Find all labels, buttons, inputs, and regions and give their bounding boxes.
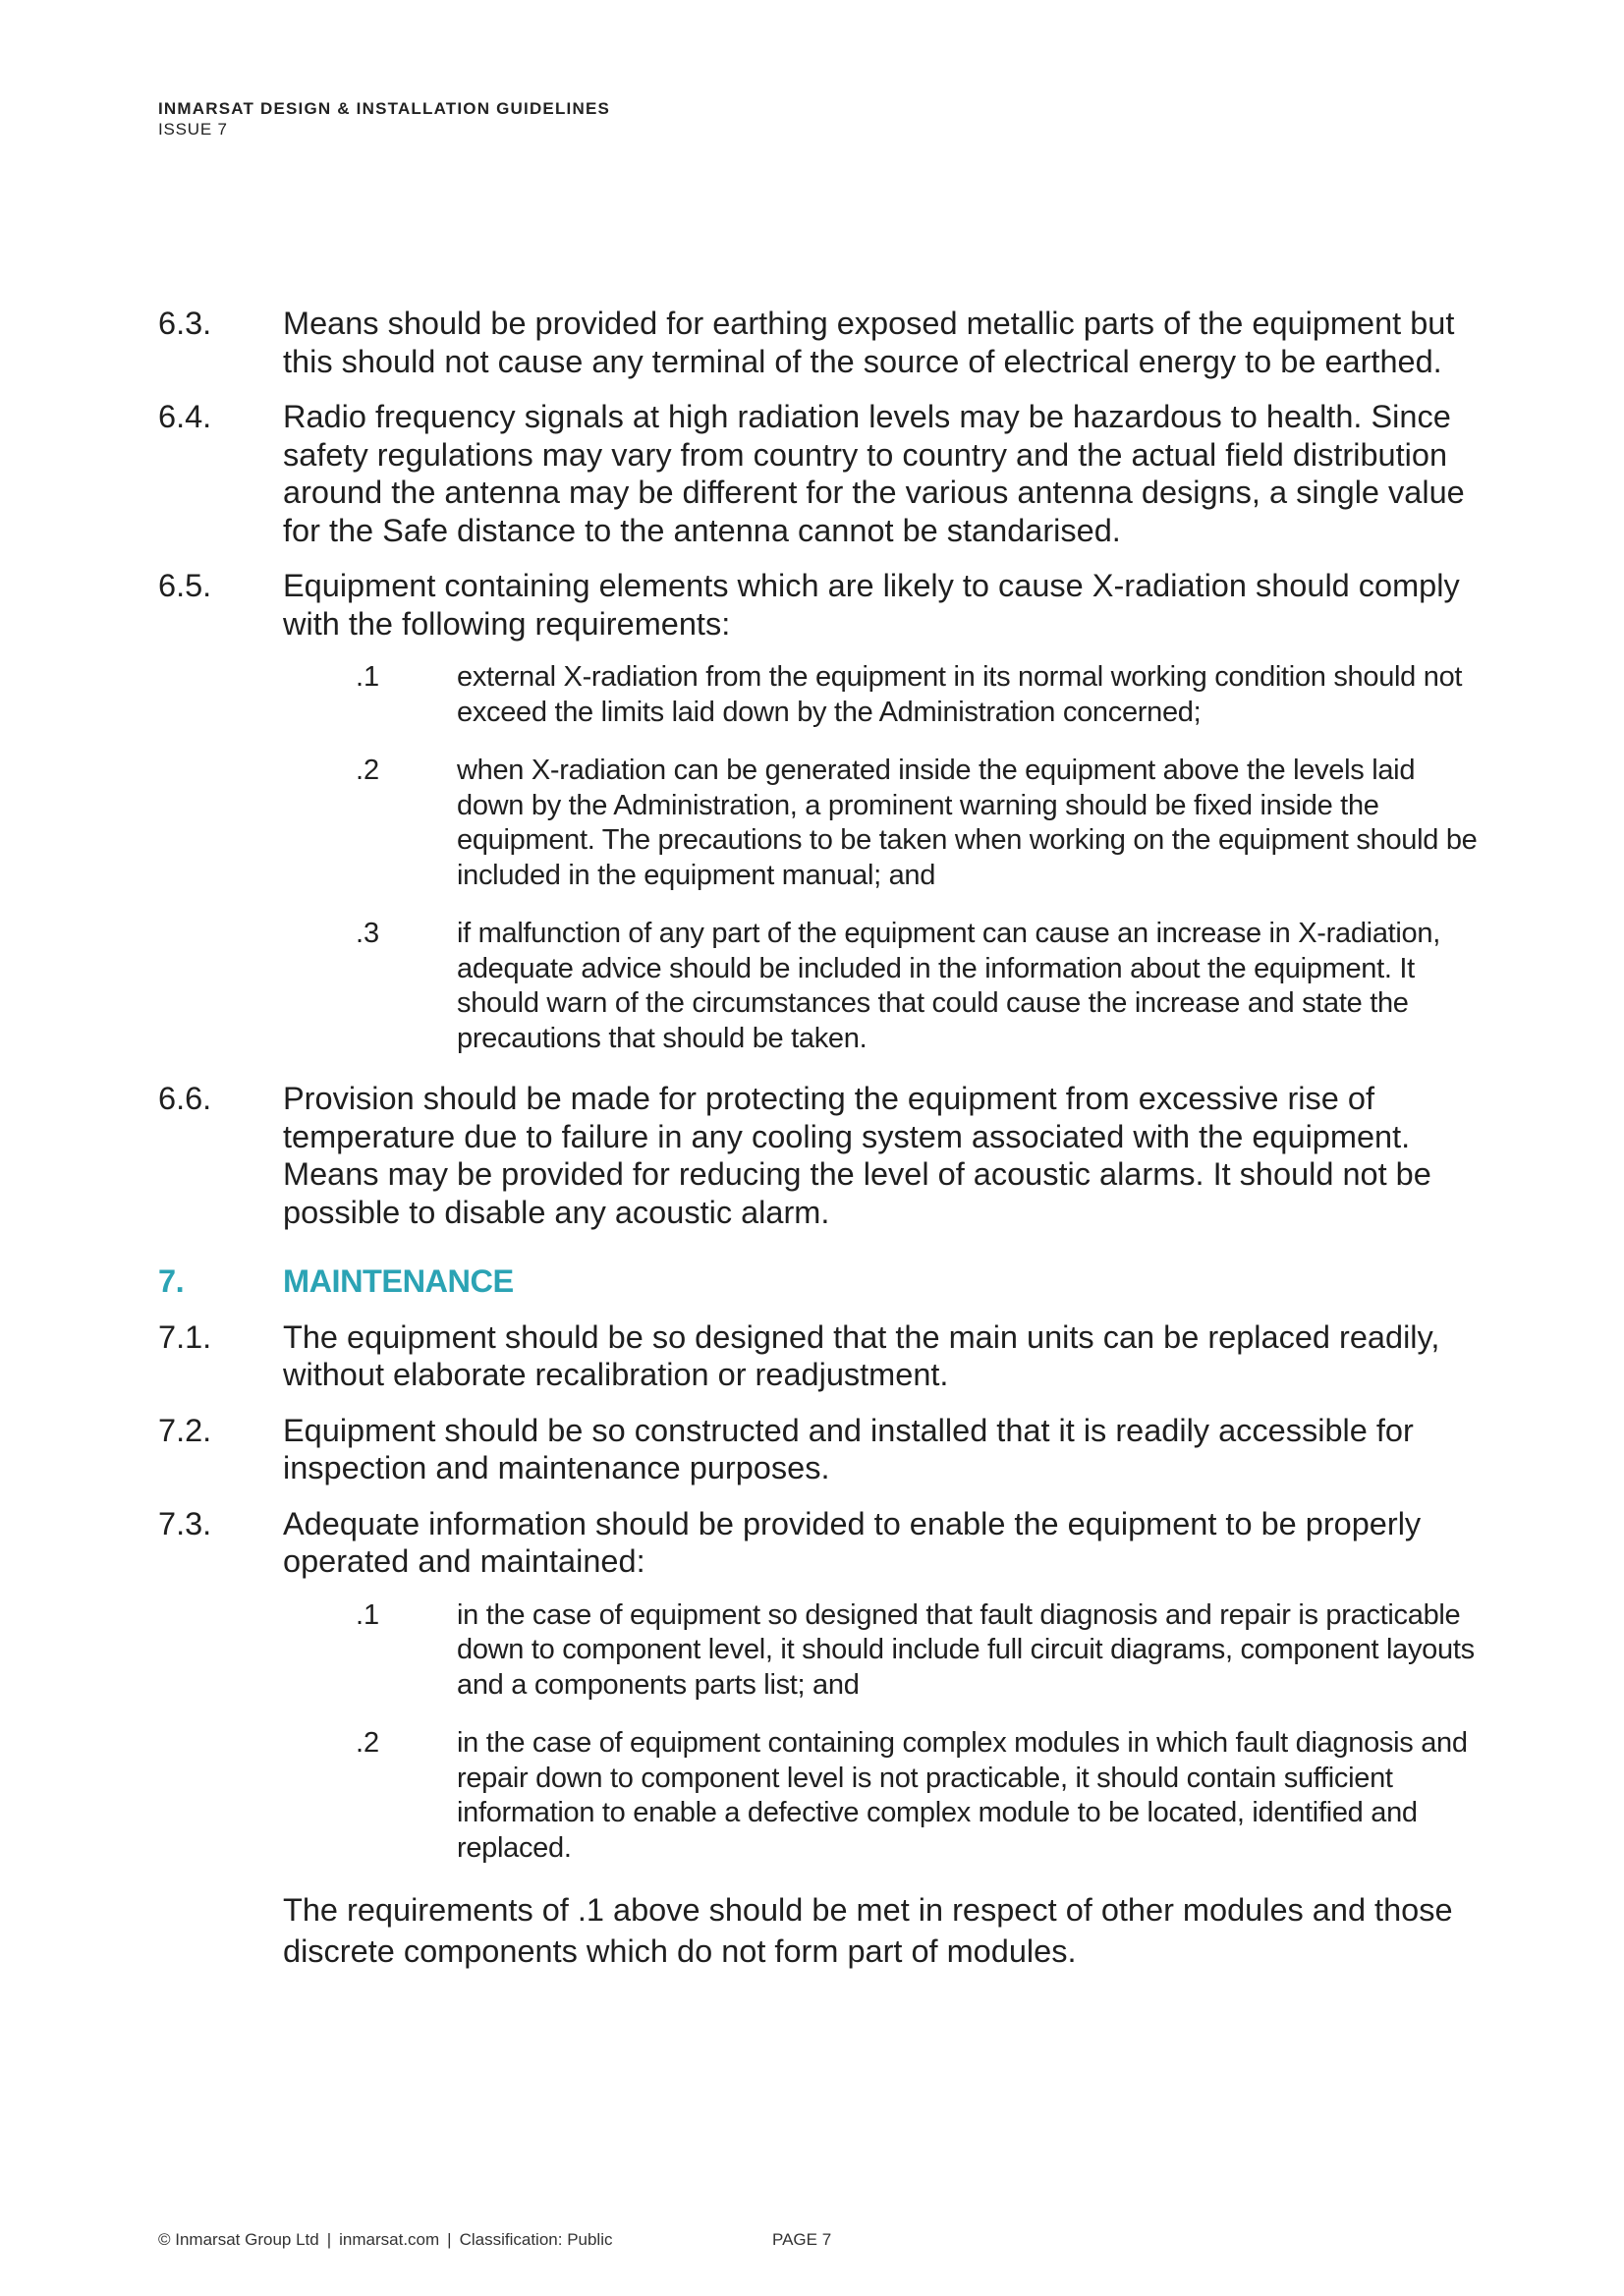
section-number: 7. [158, 1263, 185, 1299]
page-number: PAGE 7 [772, 2230, 832, 2249]
clause-text: The equipment should be so designed that the main units can be replaced readily, without elaborate recalibration or readjustment. [283, 1318, 1440, 1392]
clause-6-6 [158, 1080, 1484, 1231]
clause-6-5-list [354, 660, 1484, 1056]
list-item [354, 660, 1484, 730]
clause-text: Means should be provided for earthing exposed metallic parts of the equipment but this should not cause any terminal of the source of electrical energy to be earthed. [283, 306, 1455, 379]
document-issue: ISSUE 7 [158, 120, 228, 139]
clause-6-5 [158, 567, 1484, 643]
closing-paragraph: The requirements of .1 above should be met in respect of other modules and those discrete components which do not form part of modules. [283, 1892, 1453, 1969]
footer-copyright: © Inmarsat Group Ltd [158, 2230, 319, 2249]
document-title: INMARSAT DESIGN & INSTALLATION GUIDELINES [158, 99, 611, 118]
clause-7-3-list [354, 1598, 1484, 1867]
footer-website-link[interactable]: inmarsat.com [339, 2230, 440, 2249]
list-item-text: in the case of equipment containing complex modules in which fault diagnosis and repair down to component level is not practicable, it should contain sufficient information to enable a defective complex module to be located, identified and replaced. [457, 1727, 1468, 1864]
clause-number: 7.2. [158, 1412, 212, 1448]
clause-text: Equipment should be so constructed and installed that it is readily accessible for inspection and maintenance purposes. [283, 1412, 1414, 1485]
list-item-number: .1 [356, 1598, 380, 1631]
clause-number: 6.3. [158, 306, 212, 341]
list-item-text: in the case of equipment so designed that fault diagnosis and repair is practicable down to component level, it should include full circuit diagrams, component layouts and a components parts list; and [457, 1598, 1475, 1701]
clause-text: Provision should be made for protecting the equipment from excessive rise of temperature due to failure in any cooling system associated with the equipment. Means may be provided for reducing the level of acoustic alarms. It should not be possible to disable any acoustic alarm. [283, 1081, 1431, 1230]
clause-number: 7.3. [158, 1505, 212, 1541]
page-content [158, 305, 1484, 1972]
clause-7-3 [158, 1505, 1484, 1581]
page-footer [158, 2230, 832, 2250]
footer-classification: Classification: Public [459, 2230, 613, 2249]
clause-number: 6.4. [158, 399, 212, 434]
list-item-number: .2 [356, 1727, 380, 1759]
section-heading-maintenance [158, 1262, 1484, 1301]
footer-separator: | [447, 2230, 452, 2249]
document-header [158, 98, 610, 140]
clause-text: Radio frequency signals at high radiation levels may be hazardous to health. Since safety regulations may vary from country to country and the actual field distribution around the antenna may be different for the various antenna designs, a single value for the Safe distance to the antenna cannot be standarised. [283, 399, 1465, 548]
clause-7-1 [158, 1318, 1484, 1394]
clause-number: 6.5. [158, 568, 212, 603]
list-item-text: if malfunction of any part of the equipment can cause an increase in X-radiation, adequate advice should be included in the information about the equipment. It should warn of the circumstances that could cause the increase and state the precautions that should be taken. [457, 918, 1440, 1054]
list-item-number: .2 [356, 755, 380, 786]
list-item [354, 1726, 1484, 1866]
list-item [354, 917, 1484, 1056]
list-item [354, 1598, 1484, 1704]
list-item-number: .1 [356, 661, 380, 693]
list-item-number: .3 [356, 918, 380, 949]
clause-text: Adequate information should be provided to enable the equipment to be properly operated and maintained: [283, 1505, 1422, 1579]
clause-6-3 [158, 305, 1484, 380]
list-item-text: external X-radiation from the equipment in its normal working condition should not exceed the limits laid down by the Administration concerned; [457, 661, 1463, 728]
section-title: MAINTENANCE [283, 1263, 514, 1299]
clause-number: 7.1. [158, 1318, 212, 1355]
clause-6-4 [158, 398, 1484, 549]
clause-7-2 [158, 1412, 1484, 1487]
footer-separator: | [326, 2230, 332, 2249]
list-item [354, 754, 1484, 893]
clause-number: 6.6. [158, 1081, 212, 1116]
clause-text: Equipment containing elements which are likely to cause X-radiation should comply with the following requirements: [283, 568, 1460, 642]
list-item-text: when X-radiation can be generated inside the equipment above the levels laid down by the Administration, a prominent warning should be fixed inside the equipment. The precautions to be taken when working on the equipment should be included in the equipment manual; and [457, 755, 1478, 891]
